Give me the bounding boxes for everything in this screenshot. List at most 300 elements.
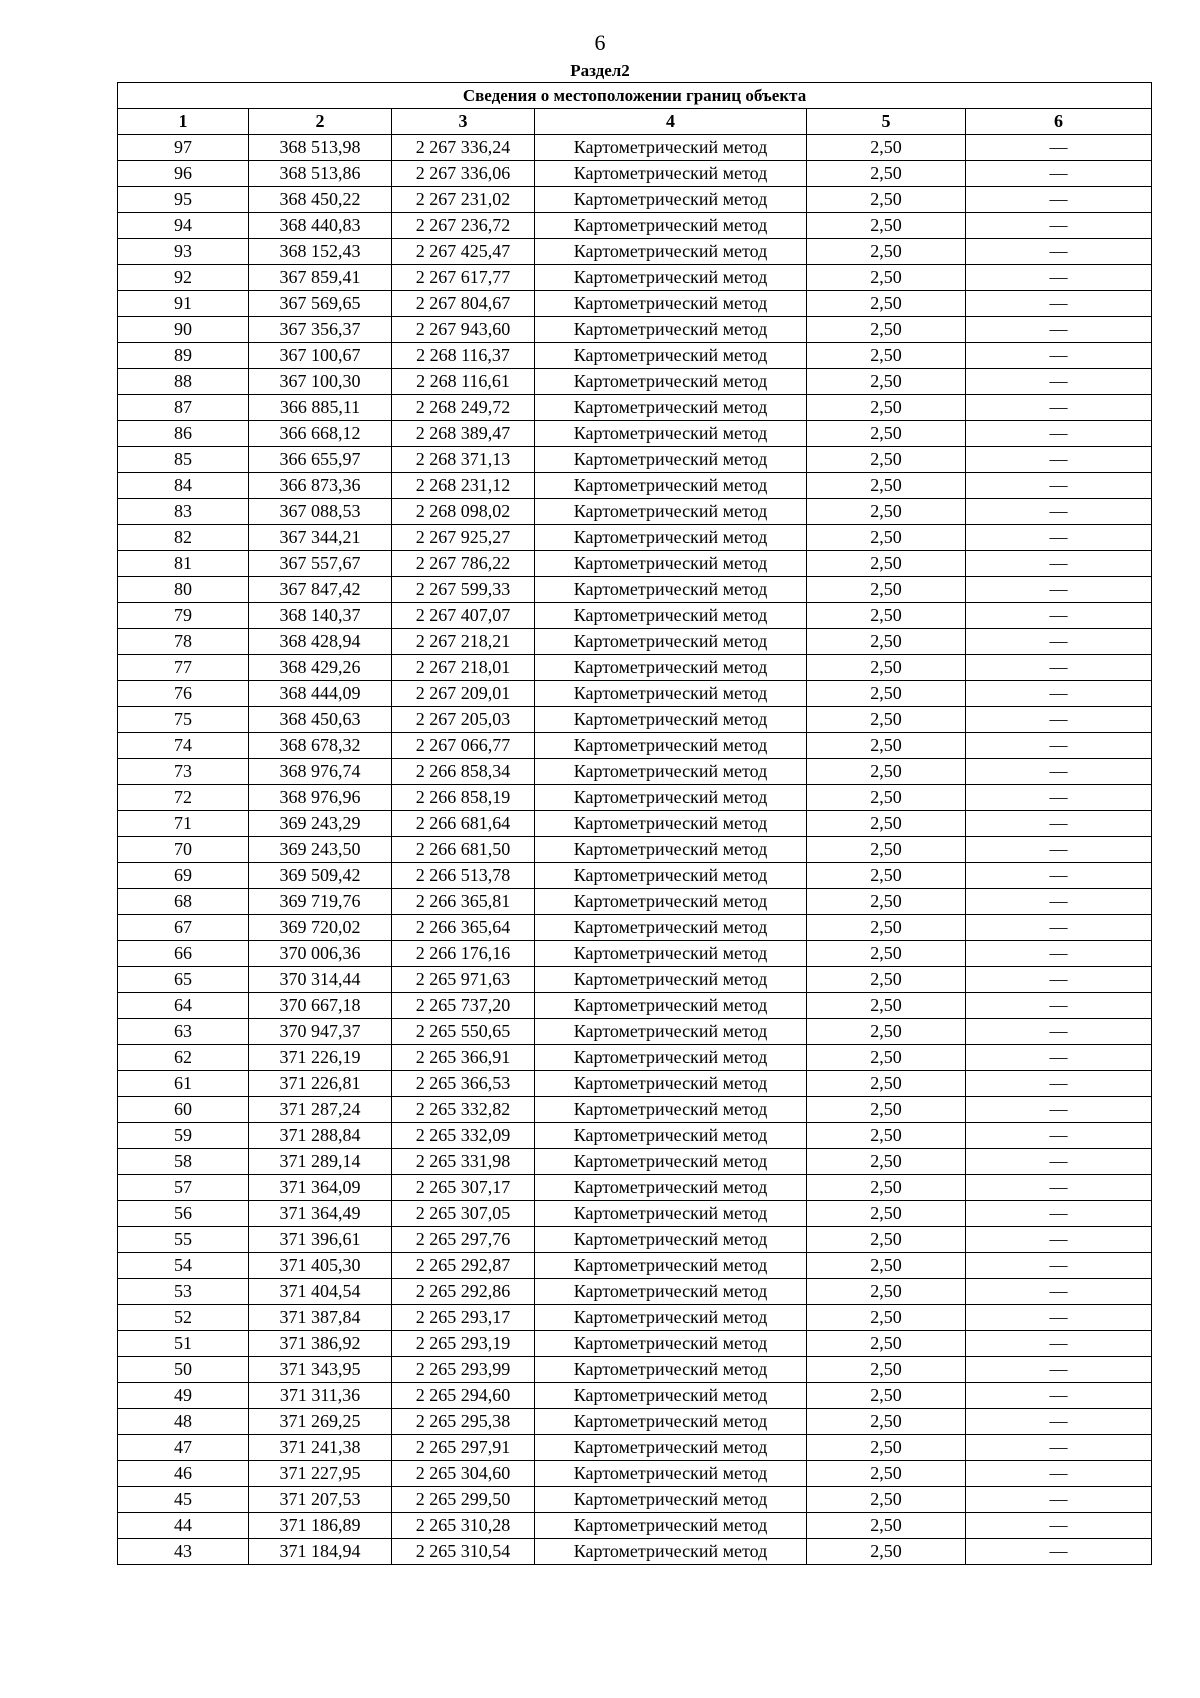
x-coordinate-cell: 366 655,97 [249,447,392,473]
note-cell: — [966,1383,1152,1409]
method-cell: Картометрический метод [535,603,807,629]
point-number-cell: 94 [118,213,249,239]
note-cell: — [966,265,1152,291]
x-coordinate-cell: 367 356,37 [249,317,392,343]
y-coordinate-cell: 2 265 297,76 [392,1227,535,1253]
table-row [118,1409,1152,1435]
point-number-cell: 93 [118,239,249,265]
x-coordinate-cell: 369 719,76 [249,889,392,915]
note-cell: — [966,1175,1152,1201]
accuracy-cell: 2,50 [807,941,966,967]
y-coordinate-cell: 2 265 293,19 [392,1331,535,1357]
x-coordinate-cell: 366 873,36 [249,473,392,499]
x-coordinate-cell: 368 450,63 [249,707,392,733]
point-number-cell: 55 [118,1227,249,1253]
y-coordinate-cell: 2 267 231,02 [392,187,535,213]
table-row [118,473,1152,499]
x-coordinate-cell: 371 288,84 [249,1123,392,1149]
table-row [118,447,1152,473]
method-cell: Картометрический метод [535,1305,807,1331]
table-row [118,1201,1152,1227]
x-coordinate-cell: 368 440,83 [249,213,392,239]
point-number-cell: 57 [118,1175,249,1201]
y-coordinate-cell: 2 265 293,99 [392,1357,535,1383]
method-cell: Картометрический метод [535,681,807,707]
x-coordinate-cell: 371 405,30 [249,1253,392,1279]
table-row [118,1097,1152,1123]
y-coordinate-cell: 2 267 336,06 [392,161,535,187]
method-cell: Картометрический метод [535,1461,807,1487]
note-cell: — [966,655,1152,681]
point-number-cell: 62 [118,1045,249,1071]
table-row [118,239,1152,265]
point-number-cell: 47 [118,1435,249,1461]
y-coordinate-cell: 2 267 209,01 [392,681,535,707]
note-cell: — [966,1123,1152,1149]
method-cell: Картометрический метод [535,161,807,187]
accuracy-cell: 2,50 [807,1201,966,1227]
x-coordinate-cell: 371 387,84 [249,1305,392,1331]
point-number-cell: 52 [118,1305,249,1331]
table-row [118,525,1152,551]
method-cell: Картометрический метод [535,1435,807,1461]
x-coordinate-cell: 371 184,94 [249,1539,392,1565]
point-number-cell: 78 [118,629,249,655]
y-coordinate-cell: 2 267 943,60 [392,317,535,343]
point-number-cell: 46 [118,1461,249,1487]
point-number-cell: 44 [118,1513,249,1539]
note-cell: — [966,291,1152,317]
y-coordinate-cell: 2 265 292,86 [392,1279,535,1305]
x-coordinate-cell: 367 100,67 [249,343,392,369]
point-number-cell: 77 [118,655,249,681]
note-cell: — [966,499,1152,525]
y-coordinate-cell: 2 266 681,64 [392,811,535,837]
table-row [118,603,1152,629]
x-coordinate-cell: 367 088,53 [249,499,392,525]
point-number-cell: 61 [118,1071,249,1097]
table-row [118,1175,1152,1201]
note-cell: — [966,1201,1152,1227]
note-cell: — [966,1149,1152,1175]
method-cell: Картометрический метод [535,941,807,967]
y-coordinate-cell: 2 265 332,82 [392,1097,535,1123]
y-coordinate-cell: 2 265 971,63 [392,967,535,993]
method-cell: Картометрический метод [535,1513,807,1539]
note-cell: — [966,369,1152,395]
note-cell: — [966,967,1152,993]
note-cell: — [966,707,1152,733]
x-coordinate-cell: 367 569,65 [249,291,392,317]
note-cell: — [966,941,1152,967]
table-row [118,811,1152,837]
point-number-cell: 80 [118,577,249,603]
accuracy-cell: 2,50 [807,1071,966,1097]
accuracy-cell: 2,50 [807,317,966,343]
point-number-cell: 76 [118,681,249,707]
table-row [118,395,1152,421]
y-coordinate-cell: 2 265 293,17 [392,1305,535,1331]
table-row [118,785,1152,811]
table-row [118,1357,1152,1383]
point-number-cell: 89 [118,343,249,369]
accuracy-cell: 2,50 [807,915,966,941]
accuracy-cell: 2,50 [807,759,966,785]
y-coordinate-cell: 2 265 366,53 [392,1071,535,1097]
x-coordinate-cell: 368 444,09 [249,681,392,707]
method-cell: Картометрический метод [535,759,807,785]
method-cell: Картометрический метод [535,707,807,733]
point-number-cell: 49 [118,1383,249,1409]
y-coordinate-cell: 2 267 786,22 [392,551,535,577]
x-coordinate-cell: 371 226,19 [249,1045,392,1071]
accuracy-cell: 2,50 [807,1305,966,1331]
table-row [118,1435,1152,1461]
note-cell: — [966,993,1152,1019]
column-number-row [118,109,1152,135]
accuracy-cell: 2,50 [807,239,966,265]
accuracy-cell: 2,50 [807,1331,966,1357]
y-coordinate-cell: 2 267 804,67 [392,291,535,317]
table-row [118,265,1152,291]
point-number-cell: 53 [118,1279,249,1305]
note-cell: — [966,1409,1152,1435]
table-row [118,759,1152,785]
x-coordinate-cell: 371 343,95 [249,1357,392,1383]
method-cell: Картометрический метод [535,1201,807,1227]
method-cell: Картометрический метод [535,915,807,941]
note-cell: — [966,915,1152,941]
accuracy-cell: 2,50 [807,603,966,629]
table-row [118,1019,1152,1045]
method-cell: Картометрический метод [535,395,807,421]
x-coordinate-cell: 368 976,96 [249,785,392,811]
note-cell: — [966,1045,1152,1071]
table-row [118,629,1152,655]
method-cell: Картометрический метод [535,863,807,889]
note-cell: — [966,1461,1152,1487]
method-cell: Картометрический метод [535,1383,807,1409]
note-cell: — [966,1539,1152,1565]
x-coordinate-cell: 370 314,44 [249,967,392,993]
method-cell: Картометрический метод [535,629,807,655]
y-coordinate-cell: 2 265 331,98 [392,1149,535,1175]
method-cell: Картометрический метод [535,1253,807,1279]
y-coordinate-cell: 2 266 858,34 [392,759,535,785]
y-coordinate-cell: 2 266 681,50 [392,837,535,863]
table-row [118,213,1152,239]
method-cell: Картометрический метод [535,317,807,343]
point-number-cell: 65 [118,967,249,993]
method-cell: Картометрический метод [535,1409,807,1435]
point-number-cell: 71 [118,811,249,837]
point-number-cell: 81 [118,551,249,577]
table-row [118,1253,1152,1279]
accuracy-cell: 2,50 [807,629,966,655]
method-cell: Картометрический метод [535,811,807,837]
x-coordinate-cell: 368 678,32 [249,733,392,759]
point-number-cell: 70 [118,837,249,863]
point-number-cell: 82 [118,525,249,551]
y-coordinate-cell: 2 267 218,01 [392,655,535,681]
x-coordinate-cell: 368 976,74 [249,759,392,785]
table-row [118,369,1152,395]
table-row [118,1331,1152,1357]
note-cell: — [966,629,1152,655]
x-coordinate-cell: 367 344,21 [249,525,392,551]
note-cell: — [966,213,1152,239]
accuracy-cell: 2,50 [807,733,966,759]
y-coordinate-cell: 2 265 332,09 [392,1123,535,1149]
table-row [118,161,1152,187]
note-cell: — [966,759,1152,785]
accuracy-cell: 2,50 [807,473,966,499]
accuracy-cell: 2,50 [807,343,966,369]
note-cell: — [966,889,1152,915]
point-number-cell: 60 [118,1097,249,1123]
y-coordinate-cell: 2 268 116,37 [392,343,535,369]
point-number-cell: 73 [118,759,249,785]
y-coordinate-cell: 2 265 294,60 [392,1383,535,1409]
accuracy-cell: 2,50 [807,213,966,239]
x-coordinate-cell: 368 450,22 [249,187,392,213]
accuracy-cell: 2,50 [807,577,966,603]
note-cell: — [966,603,1152,629]
y-coordinate-cell: 2 267 425,47 [392,239,535,265]
table-row [118,993,1152,1019]
accuracy-cell: 2,50 [807,1175,966,1201]
table-row [118,1045,1152,1071]
method-cell: Картометрический метод [535,1357,807,1383]
point-number-cell: 95 [118,187,249,213]
x-coordinate-cell: 367 847,42 [249,577,392,603]
method-cell: Картометрический метод [535,1227,807,1253]
table-row [118,967,1152,993]
x-coordinate-cell: 371 241,38 [249,1435,392,1461]
note-cell: — [966,811,1152,837]
accuracy-cell: 2,50 [807,1487,966,1513]
point-number-cell: 54 [118,1253,249,1279]
table-row [118,1227,1152,1253]
x-coordinate-cell: 371 396,61 [249,1227,392,1253]
accuracy-cell: 2,50 [807,135,966,161]
method-cell: Картометрический метод [535,447,807,473]
point-number-cell: 75 [118,707,249,733]
note-cell: — [966,473,1152,499]
x-coordinate-cell: 370 667,18 [249,993,392,1019]
x-coordinate-cell: 369 720,02 [249,915,392,941]
x-coordinate-cell: 368 429,26 [249,655,392,681]
y-coordinate-cell: 2 265 299,50 [392,1487,535,1513]
accuracy-cell: 2,50 [807,291,966,317]
point-number-cell: 97 [118,135,249,161]
table-row [118,317,1152,343]
method-cell: Картометрический метод [535,1539,807,1565]
method-cell: Картометрический метод [535,1123,807,1149]
table-row [118,681,1152,707]
x-coordinate-cell: 367 100,30 [249,369,392,395]
accuracy-cell: 2,50 [807,1253,966,1279]
note-cell: — [966,551,1152,577]
y-coordinate-cell: 2 268 371,13 [392,447,535,473]
point-number-cell: 79 [118,603,249,629]
accuracy-cell: 2,50 [807,889,966,915]
note-cell: — [966,1331,1152,1357]
table-row [118,1383,1152,1409]
method-cell: Картометрический метод [535,135,807,161]
accuracy-cell: 2,50 [807,1279,966,1305]
method-cell: Картометрический метод [535,1071,807,1097]
note-cell: — [966,1071,1152,1097]
note-cell: — [966,395,1152,421]
y-coordinate-cell: 2 267 066,77 [392,733,535,759]
note-cell: — [966,1435,1152,1461]
accuracy-cell: 2,50 [807,837,966,863]
x-coordinate-cell: 371 287,24 [249,1097,392,1123]
x-coordinate-cell: 369 243,29 [249,811,392,837]
method-cell: Картометрический метод [535,291,807,317]
point-number-cell: 91 [118,291,249,317]
point-number-cell: 86 [118,421,249,447]
accuracy-cell: 2,50 [807,1513,966,1539]
note-cell: — [966,863,1152,889]
x-coordinate-cell: 371 289,14 [249,1149,392,1175]
column-number: 3 [392,109,535,135]
note-cell: — [966,1487,1152,1513]
note-cell: — [966,1097,1152,1123]
note-cell: — [966,837,1152,863]
x-coordinate-cell: 371 207,53 [249,1487,392,1513]
accuracy-cell: 2,50 [807,1461,966,1487]
x-coordinate-cell: 367 557,67 [249,551,392,577]
table-row [118,499,1152,525]
y-coordinate-cell: 2 267 336,24 [392,135,535,161]
method-cell: Картометрический метод [535,499,807,525]
note-cell: — [966,681,1152,707]
method-cell: Картометрический метод [535,239,807,265]
method-cell: Картометрический метод [535,551,807,577]
accuracy-cell: 2,50 [807,1123,966,1149]
table-row [118,889,1152,915]
accuracy-cell: 2,50 [807,967,966,993]
y-coordinate-cell: 2 266 365,81 [392,889,535,915]
note-cell: — [966,1305,1152,1331]
note-cell: — [966,1357,1152,1383]
table-row [118,1149,1152,1175]
y-coordinate-cell: 2 265 550,65 [392,1019,535,1045]
note-cell: — [966,135,1152,161]
accuracy-cell: 2,50 [807,1357,966,1383]
point-number-cell: 63 [118,1019,249,1045]
accuracy-cell: 2,50 [807,447,966,473]
x-coordinate-cell: 371 364,49 [249,1201,392,1227]
point-number-cell: 45 [118,1487,249,1513]
point-number-cell: 92 [118,265,249,291]
y-coordinate-cell: 2 266 513,78 [392,863,535,889]
accuracy-cell: 2,50 [807,499,966,525]
table-row [118,343,1152,369]
accuracy-cell: 2,50 [807,993,966,1019]
method-cell: Картометрический метод [535,1279,807,1305]
y-coordinate-cell: 2 268 389,47 [392,421,535,447]
x-coordinate-cell: 366 668,12 [249,421,392,447]
note-cell: — [966,577,1152,603]
method-cell: Картометрический метод [535,1097,807,1123]
x-coordinate-cell: 368 513,86 [249,161,392,187]
point-number-cell: 84 [118,473,249,499]
x-coordinate-cell: 369 509,42 [249,863,392,889]
table-row [118,655,1152,681]
point-number-cell: 72 [118,785,249,811]
note-cell: — [966,1227,1152,1253]
accuracy-cell: 2,50 [807,1435,966,1461]
y-coordinate-cell: 2 265 737,20 [392,993,535,1019]
column-number: 1 [118,109,249,135]
point-number-cell: 56 [118,1201,249,1227]
x-coordinate-cell: 368 140,37 [249,603,392,629]
y-coordinate-cell: 2 265 310,54 [392,1539,535,1565]
table-row [118,291,1152,317]
boundary-coordinates-table [117,82,1152,1565]
x-coordinate-cell: 371 386,92 [249,1331,392,1357]
y-coordinate-cell: 2 265 297,91 [392,1435,535,1461]
note-cell: — [966,447,1152,473]
point-number-cell: 43 [118,1539,249,1565]
accuracy-cell: 2,50 [807,551,966,577]
accuracy-cell: 2,50 [807,187,966,213]
x-coordinate-cell: 371 186,89 [249,1513,392,1539]
y-coordinate-cell: 2 267 925,27 [392,525,535,551]
table-row [118,1513,1152,1539]
y-coordinate-cell: 2 267 236,72 [392,213,535,239]
accuracy-cell: 2,50 [807,421,966,447]
table-row [118,577,1152,603]
section-title: Раздел2 [570,61,630,80]
accuracy-cell: 2,50 [807,1149,966,1175]
note-cell: — [966,1513,1152,1539]
table-caption-row [118,83,1152,109]
method-cell: Картометрический метод [535,369,807,395]
point-number-cell: 58 [118,1149,249,1175]
column-number: 2 [249,109,392,135]
table-row [118,1071,1152,1097]
method-cell: Картометрический метод [535,1175,807,1201]
point-number-cell: 96 [118,161,249,187]
method-cell: Картометрический метод [535,785,807,811]
y-coordinate-cell: 2 267 617,77 [392,265,535,291]
x-coordinate-cell: 367 859,41 [249,265,392,291]
point-number-cell: 83 [118,499,249,525]
method-cell: Картометрический метод [535,525,807,551]
y-coordinate-cell: 2 266 858,19 [392,785,535,811]
table-body [118,135,1152,1565]
accuracy-cell: 2,50 [807,863,966,889]
y-coordinate-cell: 2 268 249,72 [392,395,535,421]
column-number: 5 [807,109,966,135]
accuracy-cell: 2,50 [807,265,966,291]
table-row [118,1461,1152,1487]
note-cell: — [966,1253,1152,1279]
point-number-cell: 51 [118,1331,249,1357]
table-row [118,941,1152,967]
point-number-cell: 67 [118,915,249,941]
y-coordinate-cell: 2 267 407,07 [392,603,535,629]
y-coordinate-cell: 2 265 292,87 [392,1253,535,1279]
x-coordinate-cell: 366 885,11 [249,395,392,421]
note-cell: — [966,1019,1152,1045]
accuracy-cell: 2,50 [807,395,966,421]
point-number-cell: 68 [118,889,249,915]
